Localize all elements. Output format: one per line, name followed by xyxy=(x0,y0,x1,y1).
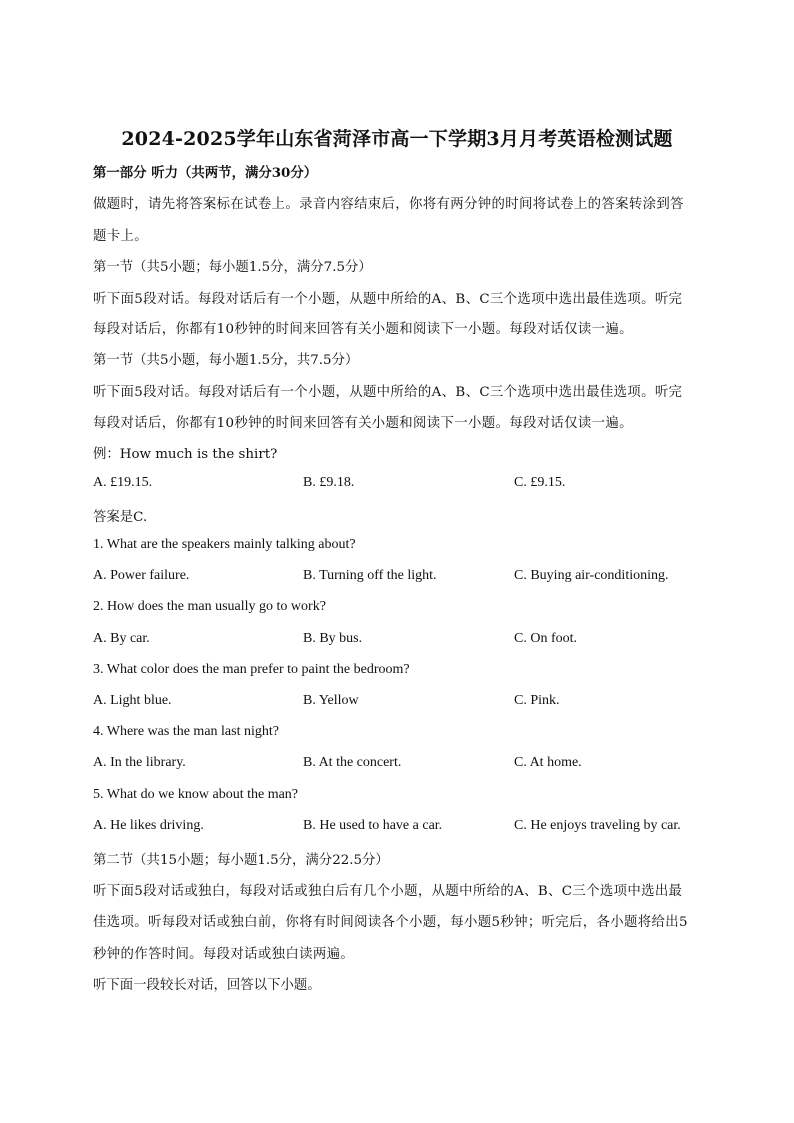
example-option-a: A. £19.15. xyxy=(93,475,153,490)
section2-lead: 听下面一段较长对话，回答以下小题。 xyxy=(93,978,321,993)
section2-heading: 第二节（共15小题；每小题1.5分，满分22.5分） xyxy=(93,853,389,868)
question-4-option-a: A. In the library. xyxy=(93,755,186,770)
question-3-option-a: A. Light blue. xyxy=(93,693,172,708)
question-2-option-a: A. By car. xyxy=(93,631,150,646)
question-2-option-b: B. By bus. xyxy=(303,631,363,646)
example-answer: 答案是C. xyxy=(93,510,148,525)
page-title: 2024-2025学年山东省菏泽市高一下学期3月月考英语检测试题 xyxy=(121,128,673,150)
question-5-option-a: A. He likes driving. xyxy=(93,818,204,833)
question-1-option-a: A. Power failure. xyxy=(93,568,190,583)
question-1-option-c: C. Buying air-conditioning. xyxy=(514,568,669,583)
part1-heading: 第一部分 听力（共两节，满分30分） xyxy=(93,165,318,181)
question-3-option-c: C. Pink. xyxy=(514,693,560,708)
question-2-option-c: C. On foot. xyxy=(514,631,577,646)
section1b-instructions-line-2: 每段对话后，你都有10秒钟的时间来回答有关小题和阅读下一小题。每段对话仅读一遍。 xyxy=(93,416,633,431)
question-4-option-c: C. At home. xyxy=(514,755,582,770)
question-1: 1. What are the speakers mainly talking about? xyxy=(93,537,356,552)
question-2: 2. How does the man usually go to work? xyxy=(93,599,326,614)
question-5: 5. What do we know about the man? xyxy=(93,787,299,802)
example-option-b: B. £9.18. xyxy=(303,475,355,490)
example-option-c: C. £9.15. xyxy=(514,475,566,490)
question-3: 3. What color does the man prefer to paint the bedroom? xyxy=(93,662,410,677)
section1b-heading: 第一节（共5小题，每小题1.5分，共7.5分） xyxy=(93,353,359,368)
question-3-option-b: B. Yellow xyxy=(303,693,359,708)
question-4-option-b: B. At the concert. xyxy=(303,755,402,770)
intro-line-2: 题卡上。 xyxy=(93,229,148,244)
question-1-option-b: B. Turning off the light. xyxy=(303,568,437,583)
intro-line-1: 做题时，请先将答案标在试卷上。录音内容结束后，你将有两分钟的时间将试卷上的答案转涂到答 xyxy=(93,197,684,212)
section1-instructions-line-2: 每段对话后，你都有10秒钟的时间来回答有关小题和阅读下一小题。每段对话仅读一遍。 xyxy=(93,322,633,337)
section2-instructions-line-2: 佳选项。听每段对话或独白前，你将有时间阅读各个小题，每小题5秒钟；听完后，各小题将给出5 xyxy=(93,915,688,930)
question-5-option-b: B. He used to have a car. xyxy=(303,818,443,833)
question-4: 4. Where was the man last night? xyxy=(93,724,279,739)
section2-instructions-line-1: 听下面5段对话或独白，每段对话或独白后有几个小题，从题中所给的A、B、C三个选项中选出最 xyxy=(93,884,683,899)
question-5-option-c: C. He enjoys traveling by car. xyxy=(514,818,681,833)
example-question: 例：How much is the shirt? xyxy=(93,447,278,462)
section1-instructions-line-1: 听下面5段对话。每段对话后有一个小题，从题中所给的A、B、C三个选项中选出最佳选项。听完 xyxy=(93,292,683,307)
section1b-instructions-line-1: 听下面5段对话。每段对话后有一个小题，从题中所给的A、B、C三个选项中选出最佳选项。听完 xyxy=(93,385,683,400)
section2-instructions-line-3: 秒钟的作答时间。每段对话或独白读两遍。 xyxy=(93,947,355,962)
section1-heading: 第一节（共5小题；每小题1.5分，满分7.5分） xyxy=(93,260,372,275)
